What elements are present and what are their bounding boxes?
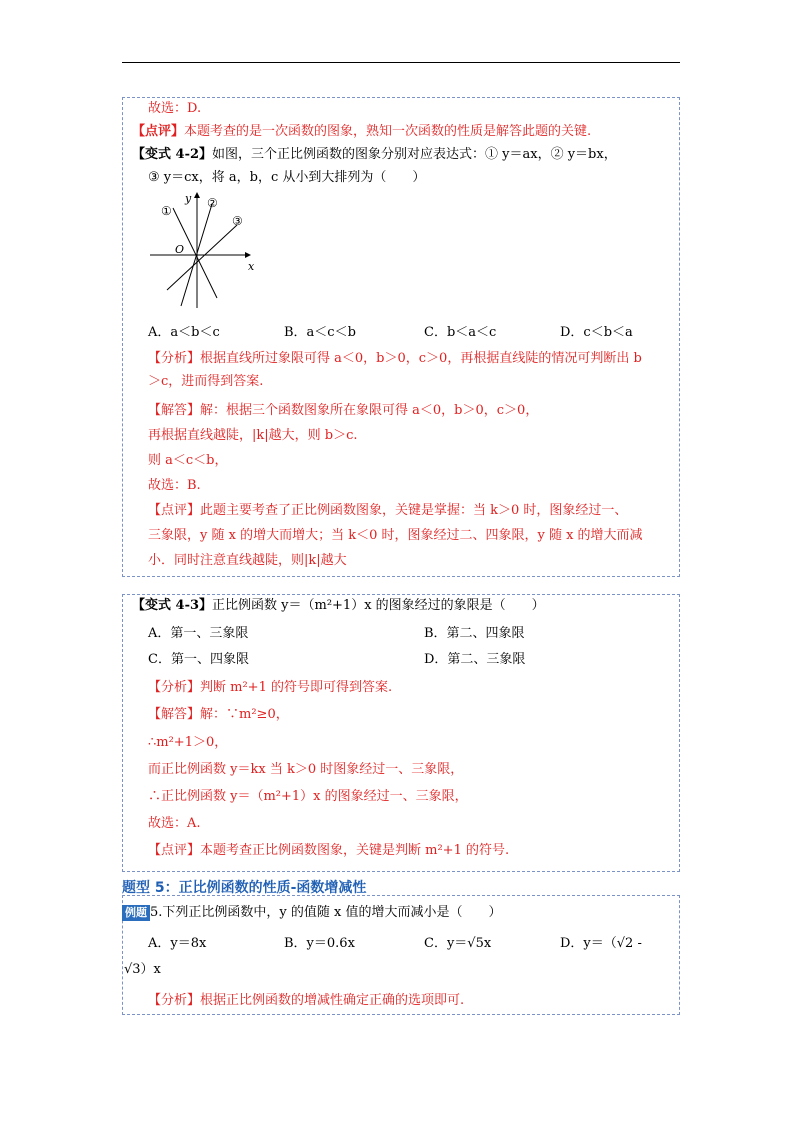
graph-origin-label: O bbox=[175, 243, 185, 256]
question-text: 正比例函数 y＝（m²+1）x 的图象经过的象限是（ ） bbox=[212, 598, 545, 613]
choose-line: 故选：D. bbox=[148, 101, 202, 116]
graph-line1-label: ① bbox=[161, 204, 172, 218]
question-line-2: ③ y＝cx，将 a，b，c 从小到大排列为（ ） bbox=[148, 170, 426, 185]
solution-tag: 【解答】 bbox=[148, 403, 201, 418]
question-line-1: 如图，三个正比例函数的图象分别对应表达式：① y＝ax，② y＝bx， bbox=[212, 147, 617, 162]
option-d-continued: √3）x bbox=[124, 962, 161, 977]
analysis-line bbox=[148, 680, 392, 696]
graph-line2-label: ② bbox=[207, 196, 218, 210]
graph-line3-label: ③ bbox=[232, 214, 243, 228]
analysis-text: 根据正比例函数的增减性确定正确的选项即可. bbox=[200, 993, 465, 1008]
analysis-line bbox=[148, 993, 464, 1009]
solution-line-2: 再根据直线越陡，|k|越大，则 b＞c. bbox=[148, 428, 358, 443]
variant-4-3-question bbox=[132, 598, 545, 614]
option-d: D．第二、三象限 bbox=[424, 652, 526, 667]
solution-line-4: 故选：B. bbox=[148, 478, 201, 493]
comment-text: 本题考查的是一次函数的图象，熟知一次函数的性质是解答此题的关键. bbox=[184, 124, 592, 139]
review-line-3: 小．同时注意直线越陡，则|k|越大 bbox=[148, 553, 347, 568]
analysis-tag: 【分析】 bbox=[148, 680, 201, 695]
variant-tag: 【变式 4-2】 bbox=[132, 147, 213, 162]
option-c: C．第一、四象限 bbox=[148, 652, 249, 667]
example-question bbox=[122, 905, 501, 921]
example-question-text: 5.下列正比例函数中，y 的值随 x 值的增大而减小是（ ） bbox=[150, 905, 502, 920]
graph-y-label: y bbox=[185, 192, 192, 205]
solution-line-2: ∴m²+1＞0， bbox=[148, 735, 228, 750]
variant-tag: 【变式 4-3】 bbox=[132, 598, 213, 613]
analysis-line-2: ＞c，进而得到答案. bbox=[148, 374, 264, 389]
solution-line-3: 则 a＜c＜b， bbox=[148, 453, 228, 468]
option-c: C．y＝√5x bbox=[424, 936, 492, 951]
solution-text-1: 解：根据三个函数图象所在象限可得 a＜0，b＞0，c＞0， bbox=[200, 403, 539, 418]
analysis-text-1: 根据直线所过象限可得 a＜0，b＞0，c＞0，再根据直线陡的情况可判断出 b bbox=[200, 351, 642, 366]
solution-text-1: 解：∵m²≥0， bbox=[200, 707, 289, 722]
review-line-2: 三象限，y 随 x 的增大而增大；当 k＜0 时，图象经过二、四象限，y 随 x 的增大而减 bbox=[148, 528, 643, 543]
analysis-tag: 【分析】 bbox=[148, 351, 201, 366]
option-a: A．a＜b＜c bbox=[148, 325, 220, 340]
option-d: D．c＜b＜a bbox=[560, 325, 633, 340]
example-badge: 例题 bbox=[122, 905, 150, 921]
header-rule bbox=[122, 62, 680, 63]
solution-line-3: 而正比例函数 y＝kx 当 k＞0 时图象经过一、三象限， bbox=[148, 762, 464, 777]
option-b: B．y＝0.6x bbox=[284, 936, 355, 951]
review-tag: 【点评】 bbox=[148, 843, 201, 858]
solution-tag: 【解答】 bbox=[148, 707, 201, 722]
section-heading: 题型 5：正比例函数的性质-函数增减性 bbox=[122, 880, 367, 896]
comment-tag: 【点评】 bbox=[132, 124, 185, 139]
comment-line bbox=[132, 124, 591, 140]
review-line-1 bbox=[148, 503, 627, 519]
option-d: D．y＝（√2 - bbox=[560, 936, 642, 951]
review-tag: 【点评】 bbox=[148, 503, 201, 518]
graph-x-label: x bbox=[248, 260, 255, 273]
analysis-text: 判断 m²+1 的符号即可得到答案. bbox=[200, 680, 393, 695]
solution-line-1 bbox=[148, 403, 538, 419]
option-c: C．b＜a＜c bbox=[424, 325, 497, 340]
review-text-1: 此题主要考查了正比例函数图象，关键是掌握：当 k＞0 时，图象经过一、 bbox=[200, 503, 628, 518]
variant-4-2-question bbox=[132, 147, 617, 163]
analysis-tag: 【分析】 bbox=[148, 993, 201, 1008]
option-a: A．第一、三象限 bbox=[148, 626, 249, 641]
review-line bbox=[148, 843, 509, 859]
option-a: A．y＝8x bbox=[148, 936, 207, 951]
option-b: B．第二、四象限 bbox=[424, 626, 525, 641]
solution-line-1 bbox=[148, 707, 289, 723]
solution-line-4: ∴正比例函数 y＝（m²+1）x 的图象经过一、三象限， bbox=[148, 789, 468, 804]
review-text: 本题考查正比例函数图象，关键是判断 m²+1 的符号. bbox=[200, 843, 510, 858]
proportional-functions-graph bbox=[145, 190, 260, 310]
analysis-line-1 bbox=[148, 351, 642, 367]
solution-line-5: 故选：A. bbox=[148, 816, 201, 831]
option-b: B．a＜c＜b bbox=[284, 325, 356, 340]
